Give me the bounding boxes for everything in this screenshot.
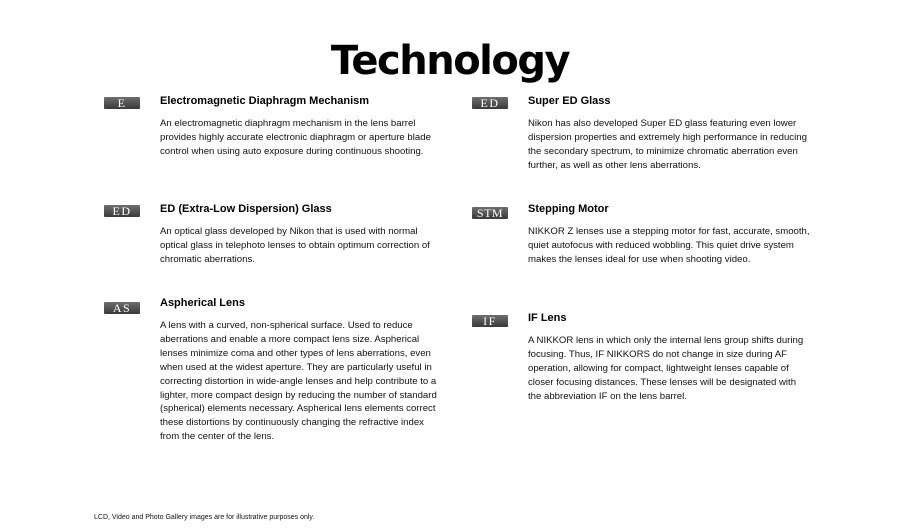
tech-item-ed-glass	[112, 203, 460, 267]
e-badge-icon: E	[104, 97, 140, 109]
page-title: Technology	[330, 37, 570, 84]
tech-item-electromagnetic-diaphragm	[117, 95, 460, 159]
tech-item-title: IF Lens	[528, 312, 567, 324]
tech-item-title: Electromagnetic Diaphragm Mechanism	[160, 95, 370, 107]
stm-badge-icon: STM	[472, 207, 508, 219]
tech-item-title: ED (Extra-Low Dispersion) Glass	[160, 203, 332, 215]
tech-item-title: Stepping Motor	[528, 203, 609, 215]
tech-item-if-lens	[483, 312, 828, 404]
tech-item-description: An optical glass developed by Nikon that is used with normal optical glass in telephoto lenses to obtain optimum correction of chromatic aberrations.	[160, 226, 430, 265]
tech-item-description: Nikon has also developed Super ED glass featuring even lower dispersion properties and extremely high performance in reducing the secondary spectrum, to minimize chromatic aberration even further, as well as other lens aberrations.	[528, 118, 807, 171]
tech-item-description: NIKKOR Z lenses use a stepping motor for fast, accurate, smooth, quiet autofocus with reduced wobbling. This quiet drive system makes the lenses ideal for use when shooting video.	[528, 226, 810, 265]
tech-item-aspherical-lens	[112, 297, 460, 444]
tech-item-super-ed-glass	[480, 95, 828, 173]
tech-item-title: Super ED Glass	[528, 95, 611, 107]
tech-item-description: A NIKKOR lens in which only the internal lens group shifts during focusing. Thus, IF NIKKORS do not change in size during AF operation, allowing for compact, lightweight lenses capable of closer focusing distances. These lenses will be designated with the abbreviation IF on the lens barrel.	[528, 335, 804, 402]
tech-item-stepping-motor	[476, 203, 828, 267]
tech-item-description: A lens with a curved, non-spherical surface. Used to reduce aberrations and enable a more compact lens size. Aspherical lenses minimize coma and other types of lens aberrations, even when used at the widest aperture. They are particularly useful in correcting distortion in wide-angle lenses and help contribute to a lighter, more compact design by reducing the number of standard (spherical) elements necessary. Aspherical lens elements correct these distortions by continuously changing the refractive index from the center of the lens.	[160, 320, 437, 443]
as-badge-icon: AS	[104, 302, 140, 314]
ed-badge-icon: ED	[104, 205, 140, 217]
tech-item-title: Aspherical Lens	[160, 297, 245, 309]
if-badge-icon: IF	[472, 315, 508, 327]
footnote: LCD, Video and Photo Gallery images are for illustrative purposes only.	[94, 514, 315, 521]
ed-badge-icon: ED	[472, 97, 508, 109]
tech-item-description: An electromagnetic diaphragm mechanism in the lens barrel provides highly accurate electronic diaphragm or aperture blade control when using auto exposure during continuous shooting.	[160, 118, 431, 157]
